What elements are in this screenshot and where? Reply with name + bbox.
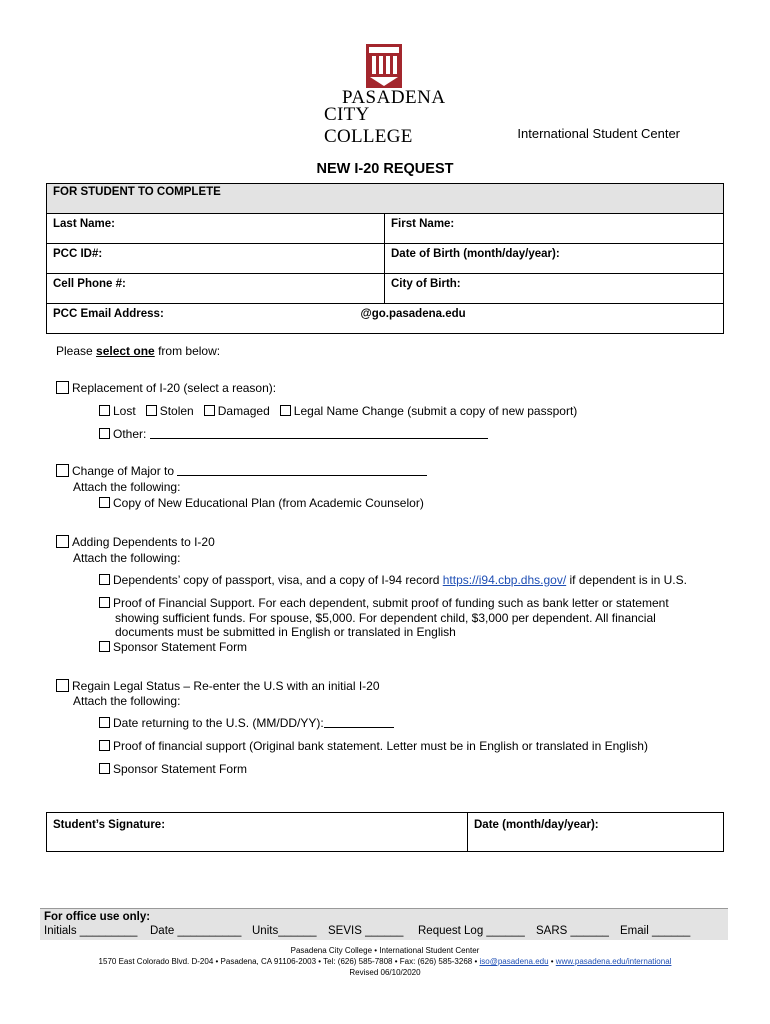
- legal-status-attach: Attach the following:: [73, 694, 181, 708]
- major-attach: Attach the following:: [73, 480, 181, 494]
- office-sars: SARS ______: [536, 925, 609, 937]
- legal-status-item2: Proof of financial support (Original bank statement. Letter must be in English or translated in English): [99, 739, 648, 753]
- dependents-attach: Attach the following:: [73, 551, 181, 565]
- dependents-option[interactable]: Adding Dependents to I-20: [56, 535, 215, 549]
- office-email: Email ______: [620, 925, 691, 937]
- office-request-log: Request Log ______: [418, 925, 525, 937]
- office-date: Date __________: [150, 925, 242, 937]
- dependents-item2: Proof of Financial Support. For each dependent, submit proof of funding such as bank letter or statement showing sufficient funds. For spouse, $5,000. For dependent child, $3,000 per dependent. All financial documents must be submitted in English or translated in English Sponsor Statement Form: [99, 596, 719, 654]
- signature-date-field[interactable]: Date (month/day/year):: [468, 813, 724, 852]
- footer-line1: Pasadena City College • International Student Center: [290, 946, 480, 955]
- email-domain: @go.pasadena.edu: [360, 308, 466, 320]
- lost-checkbox[interactable]: [99, 405, 110, 416]
- financial-support-checkbox[interactable]: [99, 597, 110, 608]
- edu-plan-checkbox[interactable]: [99, 497, 110, 508]
- sponsor-form-checkbox[interactable]: [99, 641, 110, 652]
- logo-line2: CITY COLLEGE: [324, 104, 413, 147]
- first-name-field[interactable]: First Name:: [385, 214, 724, 244]
- financial-proof-checkbox[interactable]: [99, 740, 110, 751]
- stolen-checkbox[interactable]: [146, 405, 157, 416]
- footer-web-link[interactable]: www.pasadena.edu/international: [555, 957, 672, 966]
- section-heading: FOR STUDENT TO COMPLETE: [47, 184, 724, 214]
- footer-email-link[interactable]: iso@pasadena.edu: [479, 957, 549, 966]
- major-option[interactable]: Change of Major to: [56, 464, 427, 478]
- email-field[interactable]: PCC Email Address:: [47, 304, 385, 334]
- dob-field[interactable]: Date of Birth (month/day/year):: [385, 244, 724, 274]
- city-of-birth-field[interactable]: City of Birth:: [385, 274, 724, 304]
- major-item: Copy of New Educational Plan (from Academic Counselor): [99, 496, 424, 510]
- return-date-checkbox[interactable]: [99, 717, 110, 728]
- instructions: Please select one from below:: [56, 344, 221, 358]
- passport-checkbox[interactable]: [99, 574, 110, 585]
- other-reason: Other:: [99, 427, 488, 441]
- office-use-box: [40, 908, 728, 940]
- office-sevis: SEVIS ______: [328, 925, 404, 937]
- replacement-checkbox[interactable]: [56, 381, 69, 394]
- name-change-checkbox[interactable]: [280, 405, 291, 416]
- logo-line1: PASADENA: [342, 87, 446, 108]
- signature-table: [46, 812, 724, 852]
- student-info-table: [46, 183, 724, 334]
- last-name-field[interactable]: Last Name:: [47, 214, 385, 244]
- cell-phone-field[interactable]: Cell Phone #:: [47, 274, 385, 304]
- damaged-checkbox[interactable]: [204, 405, 215, 416]
- college-crest-icon: [366, 44, 402, 88]
- i94-link[interactable]: https://i94.cbp.dhs.gov/: [442, 573, 567, 587]
- dependents-checkbox[interactable]: [56, 535, 69, 548]
- return-date-input[interactable]: [324, 727, 394, 728]
- center-label: International Student Center: [517, 126, 680, 141]
- major-input[interactable]: [177, 475, 427, 476]
- legal-status-option[interactable]: Regain Legal Status – Re-enter the U.S with an initial I-20: [56, 679, 380, 693]
- major-checkbox[interactable]: [56, 464, 69, 477]
- replacement-option[interactable]: Replacement of I-20 (select a reason):: [56, 381, 276, 395]
- legal-status-checkbox[interactable]: [56, 679, 69, 692]
- other-checkbox[interactable]: [99, 428, 110, 439]
- form-title: NEW I-20 REQUEST: [316, 161, 454, 177]
- signature-field[interactable]: Student’s Signature:: [47, 813, 468, 852]
- other-input[interactable]: [150, 438, 488, 439]
- office-title: For office use only:: [44, 911, 151, 923]
- footer-revised: Revised 06/10/2020: [349, 968, 421, 977]
- legal-status-item3: Sponsor Statement Form: [99, 762, 247, 776]
- office-units: Units______: [252, 925, 317, 937]
- legal-status-item1: Date returning to the U.S. (MM/DD/YY):: [99, 716, 394, 730]
- college-logo: [320, 44, 450, 147]
- pcc-id-field[interactable]: PCC ID#:: [47, 244, 385, 274]
- office-initials: Initials _________: [44, 925, 138, 937]
- footer-address: 1570 East Colorado Blvd. D-204 • Pasadena, CA 91106-2003 • Tel: (626) 585-7808 • Fax: (626) 585-3268 • iso@pasadena.edu • www.pasadena.edu/international: [98, 957, 672, 966]
- dependents-item1: Dependents’ copy of passport, visa, and a copy of I-94 record https://i94.cbp.dhs.gov/ if dependent is in U.S.: [99, 573, 687, 587]
- replacement-reasons: Lost Stolen Damaged Legal Name Change (submit a copy of new passport): [99, 404, 577, 418]
- legal-sponsor-checkbox[interactable]: [99, 763, 110, 774]
